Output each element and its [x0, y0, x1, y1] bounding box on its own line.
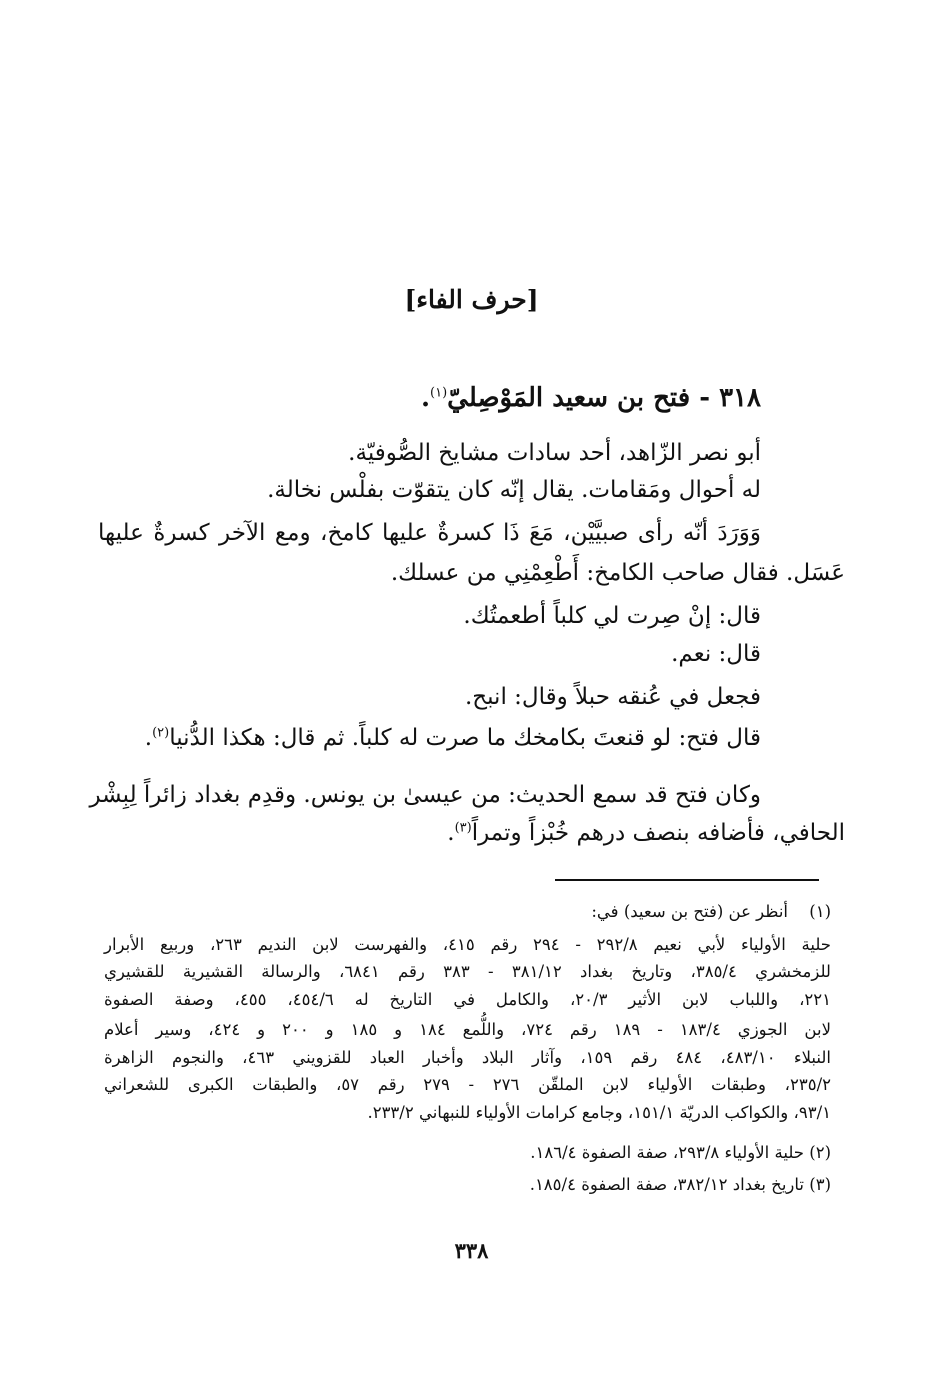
- footnote-1-line: للزمخشري ٣٨٥/٤، وتاريخ بغداد ٣٨١/١٢ - ٣٨٣ رقم ٦٨٤١، والرسالة القشيرية للقشيري: [104, 962, 831, 981]
- footnote-1-heading: أنظر عن (فتح بن سعيد) في:: [591, 902, 788, 921]
- entry-title-end: .: [420, 383, 431, 413]
- body-line-9: وكان فتح قد سمع الحديث: من عيسىٰ بن يونس. وقدِم بغداد زائراً لِبِشْر: [89, 782, 761, 808]
- body-line-1: أبو نصر الزّاهد، أحد سادات مشايخ الصُّوفيّة.: [348, 440, 761, 466]
- body-line-10-text: الحافي، فأضافه بنصف درهم خُبْزاً وتمراً: [471, 820, 845, 846]
- body-line-10: [447, 820, 845, 846]
- footnote-1-number: (١): [809, 902, 831, 921]
- body-line-10-end: .: [447, 820, 455, 846]
- body-line-7: فجعل في عُنقه حبلاً وقال: انبح.: [464, 684, 761, 710]
- body-line-8-end: .: [144, 725, 153, 751]
- footnote-ref-3: (٣): [454, 820, 472, 836]
- footnote-divider: [555, 879, 819, 881]
- footnote-2: (٢) حلية الأولياء ٢٩٣/٨، صفة الصفوة ١٨٦/٤.: [530, 1143, 831, 1162]
- entry-title: [421, 383, 761, 413]
- footnote-ref-2: (٢): [152, 725, 170, 741]
- body-line-5: قال: إنْ صِرت لي كلباً أطعمتُك.: [463, 603, 761, 629]
- footnote-1-last-line: ٩٣/١، والكواكب الدريّة ١٥١/١، وجامع كرامات الأولياء للنبهاني ٢٣٣/٢.: [367, 1103, 831, 1122]
- body-line-2: له أحوال ومَقامات. يقال إنّه كان يتقوّت بفلْس نخالة.: [267, 477, 761, 503]
- body-line-3: وَوَرَدَ أنّه رأى صبيَّيْن، مَعَ ذَا كسرةٌ عليها كامخ، ومع الآخر كسرةٌ عليها: [98, 520, 761, 546]
- footnote-ref-1: (١): [430, 385, 448, 401]
- footnote-1-line: النبلاء ٤٨٣/١٠، ٤٨٤ رقم ١٥٩، وآثار البلاد وأخبار العباد للقزويني ٤٦٣، والنجوم الزاهرة: [104, 1048, 832, 1067]
- footnote-1-line: لابن الجوزي ١٨٣/٤ - ١٨٩ رقم ٧٢٤، واللُّمع ١٨٤ و ١٨٥ و ٢٠٠ و ٤٢٤، وسير أعلام: [104, 1020, 831, 1039]
- body-line-4: عَسَل. فقال صاحب الكامخ: أَطْعِمْنِي من عسلك.: [390, 560, 845, 586]
- body-line-8-text: قال فتح: لو قنعتَ بكامخك ما صرت له كلباً. ثم قال: هكذا الدُّنيا: [169, 725, 761, 751]
- page-number: ٣٣٨: [454, 1238, 489, 1263]
- footnote-1-line: حلية الأولياء لأبي نعيم ٢٩٢/٨ - ٢٩٤ رقم ٤١٥، والفهرست لابن النديم ٢٦٣، وربيع الأبرار: [104, 935, 832, 954]
- footnote-1-line: ٢٢١، واللباب لابن الأثير ٢٠/٣، والكامل في التاريخ له ٤٥٤/٦، ٤٥٥، وصفة الصفوة: [104, 990, 831, 1009]
- chapter-heading: [حرف الفاء]: [404, 285, 539, 314]
- footnote-3: (٣) تاريخ بغداد ٣٨٢/١٢، صفة الصفوة ١٨٥/٤.: [529, 1175, 831, 1194]
- body-line-8: [145, 725, 761, 751]
- entry-title-text: ٣١٨ - فتح بن سعيد المَوْصِليّ: [447, 383, 761, 413]
- footnote-1-line: ٢٣٥/٢، وطبقات الأولياء لابن الملقّن ٢٧٦ - ٢٧٩ رقم ٥٧، والطبقات الكبرى للشعراني: [104, 1075, 831, 1094]
- body-line-6: قال: نعم.: [671, 641, 761, 667]
